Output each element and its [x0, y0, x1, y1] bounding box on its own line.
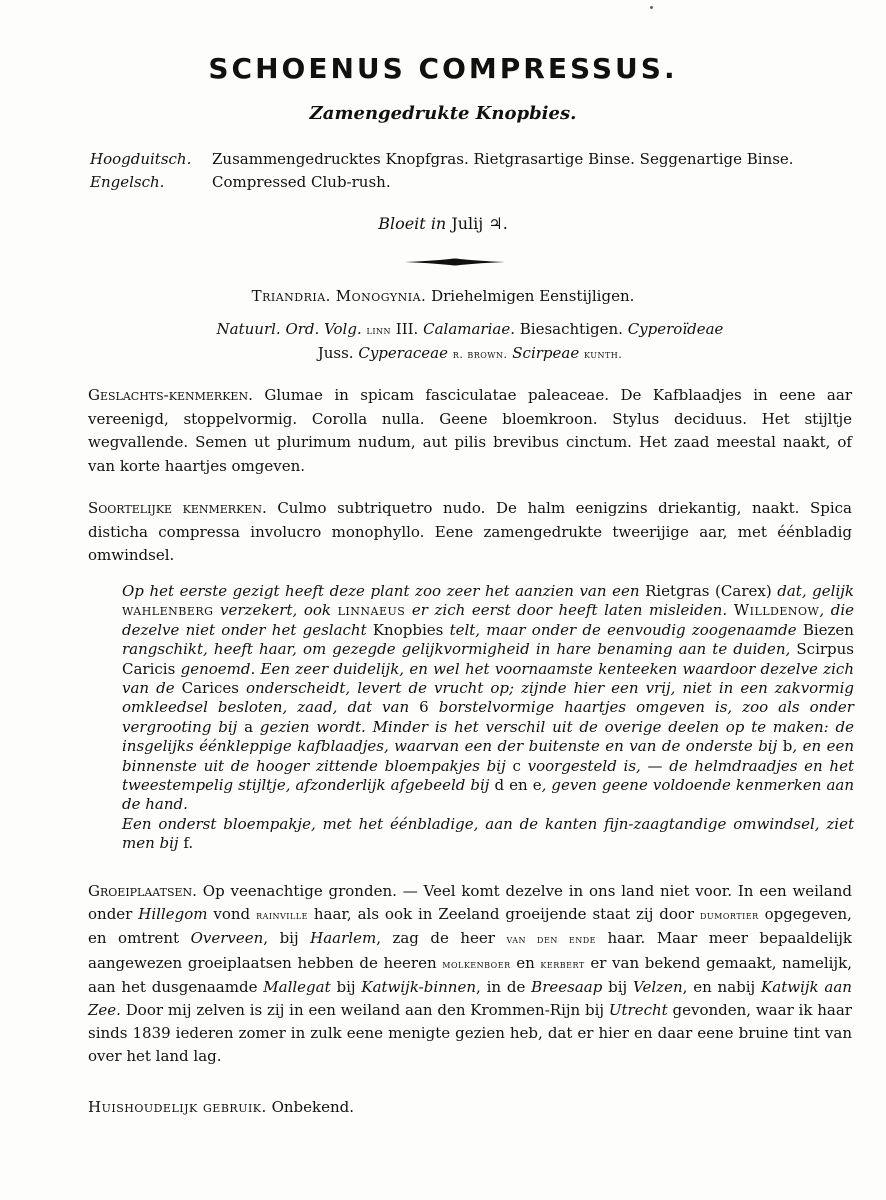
figure-ref-de: d en e: [494, 776, 542, 795]
order-number: III.: [395, 320, 419, 338]
person-van-den-ende: van den ende: [506, 932, 596, 947]
note-text: onderscheidt, levert de vrucht op; zijnde hier een vrij, niet in een zakvormig omkleedsel besloten, zaad, dat van: [122, 679, 854, 717]
place-name: Utrecht: [608, 1001, 668, 1020]
flowering-month: Julij: [451, 214, 484, 233]
dutch-name: Zamengedrukte Knopbies.: [309, 103, 577, 124]
section-text: Glumae in spicam fasciculatae paleaceae. De Kafblaadjes in eene aar vereenigd, stoppelvormig. Corolla nulla. Geene bloemkroon. Stylus deciduus. Het stijltje wegvallende. Semen ut plurimum nudum, aut pilis brevibus cinctum. Het zaad meestal naakt, of van korte haartjes omgeven.: [88, 386, 852, 475]
section-heading: Soortelijke kenmerken.: [88, 499, 267, 517]
language-label: Engelsch.: [90, 173, 165, 191]
biesachtigen: Biesachtigen.: [519, 320, 623, 338]
note-upright: Biezen: [802, 620, 854, 639]
note-upright: Knopbies: [372, 620, 444, 639]
habitat-text: , zag de heer: [376, 929, 495, 948]
figure-ref-f: f.: [183, 834, 194, 853]
person-dumortier: dumortier: [700, 908, 759, 923]
note-text: Een onderst bloempakje, met het éénbladige, aan de kanten fijn-zaagtandige omwindsel, ziet men bij: [122, 814, 854, 853]
note-text: rangschikt, heeft haar, om gezegde gelijkvormigheid in hare benaming aan te duiden,: [122, 640, 791, 659]
author-wahlenberg: wahlenberg: [122, 601, 214, 620]
note-text: telt, maar onder de eenvoudig zoogenaamde: [449, 620, 797, 639]
flowering-prefix: Bloeit in: [378, 214, 447, 233]
name-text: Zusammengedrucktes Knopfgras. Rietgrasartige Binse. Seggenartige Binse.: [212, 150, 794, 168]
place-name: Breesaap: [531, 977, 603, 996]
order-name: Monogynia.: [335, 287, 427, 305]
habitat-text: bij: [608, 977, 628, 996]
name-text: Compressed Club-rush.: [212, 173, 391, 191]
species-title: SCHOENUS COMPRESSUS.: [208, 52, 678, 85]
habitat-text: er van bekend gemaakt, namelijk, aan het dusgenaamde: [88, 953, 852, 996]
ornament-rule: [405, 258, 505, 266]
note-text: dat, gelijk: [777, 582, 854, 600]
habitat-text: Op veenachtige gronden. — Veel komt dezelve in ons land niet voor. In een weiland onder: [88, 882, 852, 924]
habitat-text: Door mij zelven is zij in een weiland aan den Krommen-Rijn bij: [125, 1001, 605, 1020]
place-name: Mallegat: [263, 977, 331, 996]
author-linn: linn: [366, 324, 391, 337]
place-name: Haarlem: [310, 929, 377, 948]
perennial-symbol: ♃.: [488, 214, 508, 233]
habitat-text: bij: [336, 977, 356, 996]
section-text: Onbekend.: [271, 1098, 355, 1116]
class-name: Triandria.: [251, 287, 331, 305]
note-upright: 6: [419, 698, 429, 717]
note-text: er zich eerst door heeft laten misleiden.: [411, 601, 728, 620]
flowering-line: [0, 214, 886, 233]
author-brown: r. brown.: [452, 348, 508, 361]
note-text: , die dezelve niet onder het geslacht: [122, 601, 854, 639]
note-text: , en een binnenste uit de hooger zittende bloempakjes bij: [122, 737, 854, 775]
note-text: Op het eerste gezigt heeft deze plant zoo zeer het aanzien van een: [122, 582, 640, 600]
habitat-text: opgegeven, en omtrent: [88, 905, 852, 948]
household-use: [88, 1098, 354, 1116]
name-row-english: [90, 171, 794, 194]
cyperaceae: Cyperaceae: [358, 344, 449, 362]
figure-ref-c: c: [512, 756, 521, 775]
section-heading: Huishoudelijk gebruik.: [88, 1098, 267, 1116]
section-text: Culmo subtriquetro nudo. De halm eenigzins driekantig, naakt. Spica disticha compressa involucro monophyllo. Eene zamengedrukte tweerijige aar, met éénbladig omwindsel.: [88, 499, 852, 564]
habitat-text: , en nabij: [682, 977, 756, 996]
note-upright: Carices: [181, 679, 239, 698]
classification-dutch: Driehelmigen Eenstijligen.: [431, 287, 635, 305]
habitat-text: haar. Maar meer bepaaldelijk aangewezen groeiplaatsen hebben de heeren: [88, 929, 852, 972]
author-willdenow: Willdenow: [733, 601, 820, 620]
note-text: gezien wordt. Minder is het verschil uit de overige deelen op te maken: de insgelijks éénkleppige kafblaadjes, waarvan een der buitenste en van de onderste bij: [122, 717, 855, 756]
habitat-text: , in de: [475, 977, 526, 996]
habitat-text: gevonden, waar ik haar sinds 1839 iederen zomer in zulk eene menigte gezien heb, dat er hier en daar eene bruine tint van over het land lag.: [88, 1001, 852, 1066]
place-name: Overveen: [190, 929, 264, 948]
note-text: voorgesteld is, — de helmdraadjes en het tweestempelig stijltje, afzonderlijk afgebeeld bij: [122, 756, 854, 795]
note-upright: Rietgras (Carex): [645, 582, 772, 600]
person-rainville: rainville: [256, 908, 308, 923]
name-row-german: [90, 148, 794, 171]
habitat-text: vond: [213, 905, 251, 924]
figure-ref-b: b: [782, 737, 793, 756]
habitat-text: , bij: [263, 929, 299, 948]
section-heading: Groeiplaatsen.: [88, 882, 197, 900]
figure-ref-a: a: [244, 717, 254, 736]
ink-speck: [650, 6, 653, 9]
natural-order-label: Natuurl. Ord. Volg.: [216, 320, 362, 338]
note-upright: Scirpus Caricis: [122, 640, 854, 678]
natural-order: [170, 318, 770, 366]
place-name: Velzen: [633, 977, 683, 996]
habitats: [88, 880, 852, 1069]
language-label: Hoogduitsch.: [90, 150, 192, 168]
genus-characteristics: [88, 384, 852, 478]
place-name: Katwijk aan Zee.: [88, 977, 852, 1020]
cyperoideae: Cyperoïdeae: [627, 320, 724, 338]
person-kerbert: kerbert: [540, 956, 585, 971]
place-name: Katwijk-binnen: [361, 977, 476, 996]
species-characteristics: [88, 497, 852, 568]
author-kunth: kunth.: [584, 348, 623, 361]
note-text: borstelvormige haartjes omgeven is, zoo als onder vergrooting bij: [122, 698, 854, 736]
note-text: verzekert, ook: [220, 601, 332, 620]
linnaean-classification: [0, 287, 886, 305]
observation-note: [122, 582, 854, 854]
habitat-text: haar, als ook in Zeeland groeijende staat zij door: [313, 905, 695, 924]
author-juss: Juss.: [317, 344, 354, 362]
note-text: , geven geene voldoende kenmerken aan de hand.: [122, 776, 854, 814]
habitat-text: en: [516, 953, 535, 972]
section-heading: Geslachts-kenmerken.: [88, 386, 253, 404]
vernacular-names: [90, 148, 794, 194]
place-name: Hillegom: [138, 905, 208, 924]
person-molkenboer: molkenboer: [442, 956, 511, 971]
author-linnaeus: linnaeus: [337, 601, 406, 620]
note-text: genoemd. Een zeer duidelijk, en wel het voornaamste kenteeken waardoor dezelve zich van de: [122, 659, 854, 698]
scirpeae: Scirpeae: [512, 344, 580, 362]
calamariae: Calamariae.: [423, 320, 515, 338]
